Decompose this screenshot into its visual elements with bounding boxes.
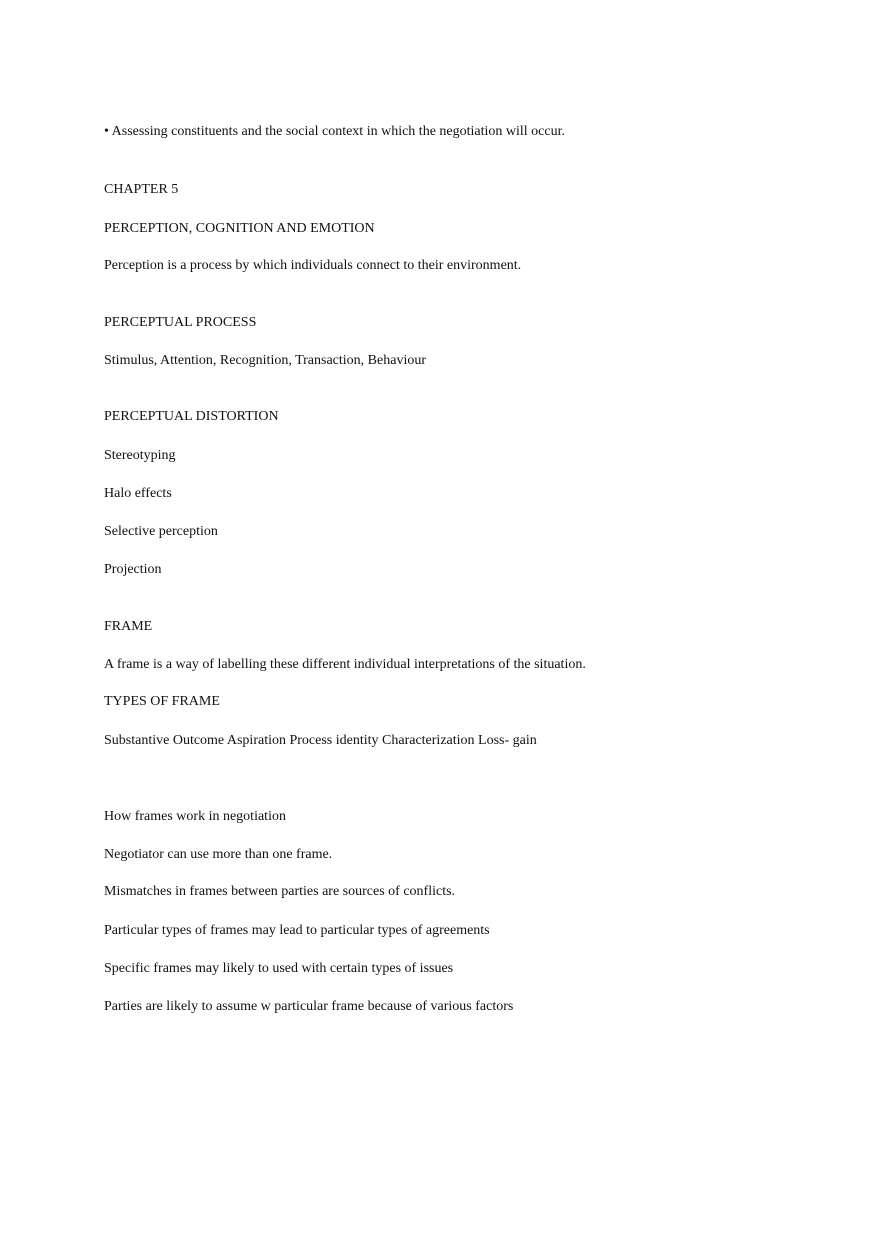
perceptual-process-heading: PERCEPTUAL PROCESS bbox=[104, 315, 257, 330]
frame-heading: FRAME bbox=[104, 619, 153, 634]
frames-point: Particular types of frames may lead to particular types of agreements bbox=[104, 923, 490, 938]
perceptual-distortion-heading: PERCEPTUAL DISTORTION bbox=[104, 409, 279, 424]
frames-point: Parties are likely to assume w particular frame because of various factors bbox=[104, 999, 514, 1014]
frame-types-heading: TYPES OF FRAME bbox=[104, 694, 220, 709]
frame-types-list: Substantive Outcome Aspiration Process identity Characterization Loss- gain bbox=[104, 733, 537, 748]
intro-bullet: • Assessing constituents and the social context in which the negotiation will occur. bbox=[104, 124, 565, 139]
frames-point: Specific frames may likely to used with certain types of issues bbox=[104, 961, 454, 976]
frame-definition: A frame is a way of labelling these different individual interpretations of the situation. bbox=[104, 657, 586, 672]
perceptual-process-steps: Stimulus, Attention, Recognition, Transaction, Behaviour bbox=[104, 353, 426, 368]
chapter-label: CHAPTER 5 bbox=[104, 182, 179, 197]
distortion-item: Selective perception bbox=[104, 524, 218, 539]
frames-point: Negotiator can use more than one frame. bbox=[104, 847, 333, 862]
distortion-item: Halo effects bbox=[104, 486, 172, 501]
frames-point: Mismatches in frames between parties are sources of conflicts. bbox=[104, 884, 456, 899]
distortion-item: Stereotyping bbox=[104, 448, 176, 463]
chapter-title: PERCEPTION, COGNITION AND EMOTION bbox=[104, 221, 375, 236]
distortion-item: Projection bbox=[104, 562, 162, 577]
perception-definition: Perception is a process by which individuals connect to their environment. bbox=[104, 258, 522, 273]
how-frames-work-heading: How frames work in negotiation bbox=[104, 809, 286, 824]
